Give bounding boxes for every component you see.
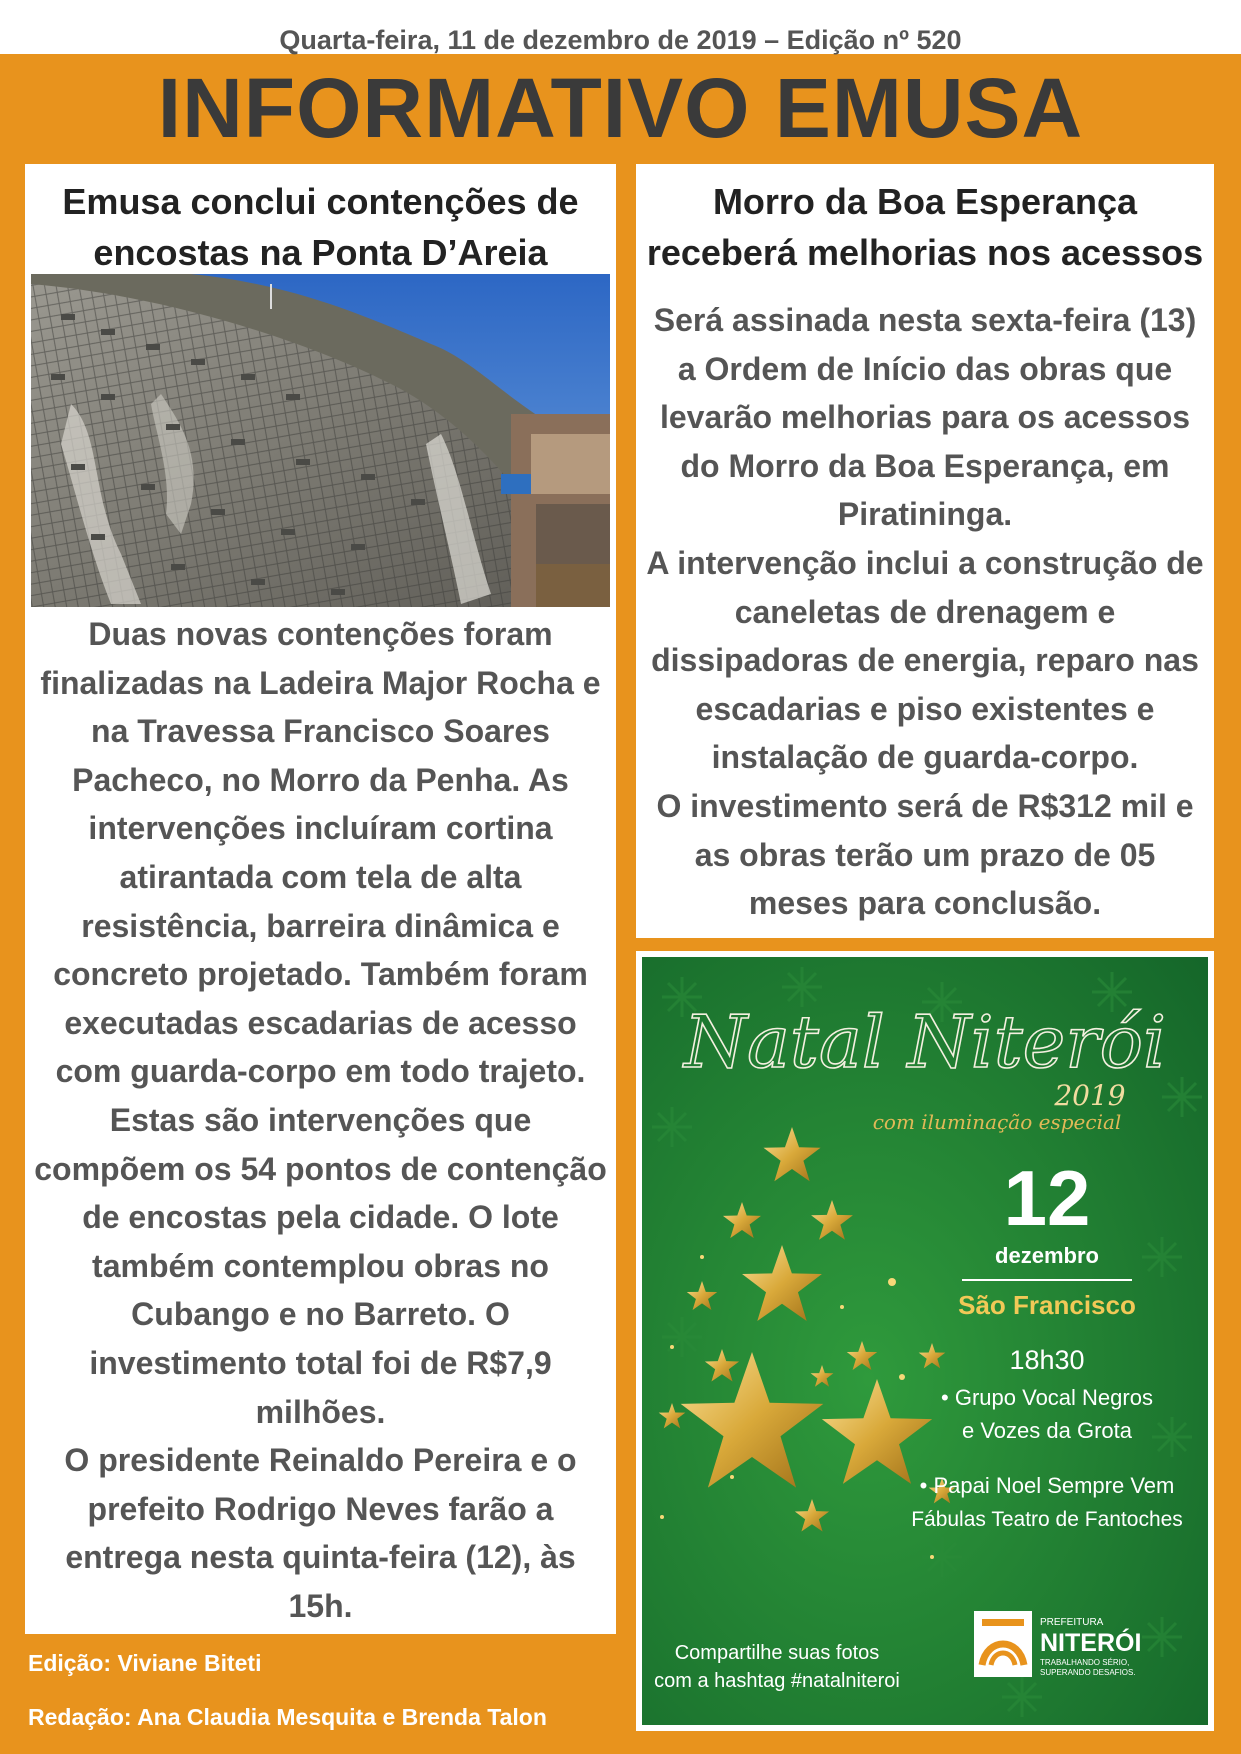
article-right-paragraph-1: Será assinada nesta sexta-feira (13) a Ordem de Início das obras que levarão melhorias para os acessos do Morro da Boa Esperança, em Piratininga. [653, 302, 1197, 533]
logo-name: NITERÓI [1040, 1629, 1142, 1657]
credit-editor: Edição: Viviane Biteti [28, 1650, 262, 1676]
poster-share-line1: Compartilhe suas fotos [674, 1642, 880, 1664]
logo-top: PREFEITURA [1040, 1617, 1104, 1628]
article-right-paragraph-3: O investimento será de R$312 mil e as obras terão um prazo de 05 meses para conclusão. [656, 787, 1194, 922]
article-left-paragraph-1: Duas novas contenções foram finalizadas na Ladeira Major Rocha e na Travessa Francisco Soares Pacheco, no Morro da Penha. As intervenções incluíram cortina atirantada com tela de alta resistência, barreira dinâmica e concreto projetado. Também foram executadas escadarias de acesso com guarda-corpo em todo trajeto. Estas são intervenções que compõem os 54 pontos de contenção de encostas pela cidade. O lote também contemplou obras no Cubango e no Barreto. O investimento total foi de R$7,9 milhões. [34, 616, 607, 1430]
poster-item2-line1: • Papai Noel Sempre Vem [919, 1473, 1175, 1498]
article-left-body [31, 610, 610, 1630]
article-left [25, 164, 616, 1634]
article-right-paragraph-2: A intervenção inclui a construção de caneletas de drenagem e dissipadoras de energia, reparo nas escadarias e piso existentes e instalação de guarda-corpo. [646, 544, 1204, 776]
christmas-poster [636, 951, 1214, 1731]
dateline: Quarta-feira, 11 de dezembro de 2019 – Edição nº 520 [279, 25, 962, 55]
masthead-title: INFORMATIVO EMUSA [157, 61, 1084, 155]
poster-subtitle: com iluminação especial [872, 1110, 1122, 1134]
poster-day: 12 [1003, 1154, 1091, 1242]
article-left-headline: Emusa conclui contenções de encostas na Ponta D’Areia [62, 181, 579, 273]
poster-item1-line1: • Grupo Vocal Negros [941, 1385, 1153, 1410]
poster-title: Natal Niterói [683, 1000, 1167, 1084]
poster-item2-line2: Fábulas Teatro de Fantoches [911, 1508, 1183, 1531]
poster-month: dezembro [995, 1243, 1099, 1268]
article-right [636, 164, 1214, 938]
poster-time: 18h30 [1009, 1345, 1085, 1375]
article-right-body [642, 296, 1208, 928]
slope-photo-illustration [31, 274, 610, 607]
credit-writers: Redação: Ana Claudia Mesquita e Brenda Talon [28, 1704, 547, 1730]
article-right-headline: Morro da Boa Esperança receberá melhorias nos acessos [646, 181, 1204, 273]
logo-tag2: SUPERANDO DESAFIOS. [1040, 1668, 1136, 1677]
poster-year: 2019 [1054, 1079, 1126, 1112]
poster-place: São Francisco [958, 1290, 1136, 1320]
natal-niteroi-poster-art [642, 957, 1208, 1725]
article-left-paragraph-2: O presidente Reinaldo Pereira e o prefeito Rodrigo Neves farão a entrega nesta quinta-feira (12), às 15h. [64, 1442, 577, 1624]
poster-item1-line2: e Vozes da Grota [962, 1418, 1132, 1443]
slope-retaining-photo [31, 274, 610, 607]
logo-tag1: TRABALHANDO SÉRIO, [1040, 1658, 1130, 1667]
poster-share-line2: com a hashtag #natalniteroi [654, 1670, 900, 1692]
